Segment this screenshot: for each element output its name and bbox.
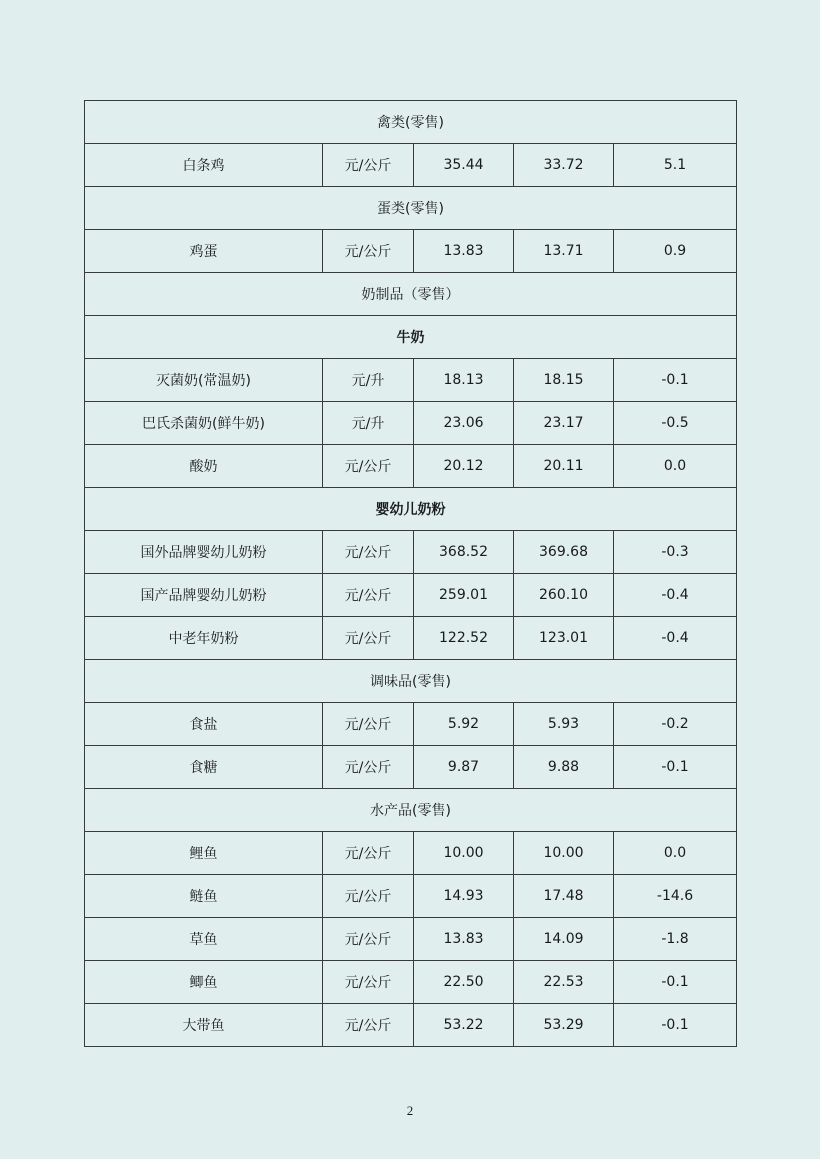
current-price-cell: 13.83 (414, 918, 514, 961)
current-price-cell: 53.22 (414, 1004, 514, 1047)
item-name-cell: 巴氏杀菌奶(鲜牛奶) (85, 402, 323, 445)
change-percent-cell: -0.1 (614, 1004, 737, 1047)
item-name-cell: 中老年奶粉 (85, 617, 323, 660)
section-header: 调味品(零售) (85, 660, 737, 703)
table-row (85, 918, 737, 961)
current-price-cell: 9.87 (414, 746, 514, 789)
current-price-cell: 23.06 (414, 402, 514, 445)
change-percent-cell: -0.1 (614, 961, 737, 1004)
unit-cell: 元/公斤 (323, 144, 414, 187)
change-percent-cell: -0.2 (614, 703, 737, 746)
previous-price-cell: 369.68 (514, 531, 614, 574)
change-percent-cell: -0.5 (614, 402, 737, 445)
change-percent-cell: -14.6 (614, 875, 737, 918)
item-name-cell: 大带鱼 (85, 1004, 323, 1047)
section-header-row (85, 187, 737, 230)
table-row (85, 832, 737, 875)
unit-cell: 元/公斤 (323, 531, 414, 574)
unit-cell: 元/公斤 (323, 746, 414, 789)
previous-price-cell: 5.93 (514, 703, 614, 746)
table-row (85, 402, 737, 445)
section-header: 牛奶 (85, 316, 737, 359)
current-price-cell: 14.93 (414, 875, 514, 918)
item-name-cell: 食盐 (85, 703, 323, 746)
section-header: 婴幼儿奶粉 (85, 488, 737, 531)
unit-cell: 元/公斤 (323, 617, 414, 660)
table-row (85, 230, 737, 273)
current-price-cell: 122.52 (414, 617, 514, 660)
item-name-cell: 鲢鱼 (85, 875, 323, 918)
current-price-cell: 13.83 (414, 230, 514, 273)
previous-price-cell: 23.17 (514, 402, 614, 445)
unit-cell: 元/公斤 (323, 1004, 414, 1047)
item-name-cell: 灭菌奶(常温奶) (85, 359, 323, 402)
current-price-cell: 5.92 (414, 703, 514, 746)
section-header-row (85, 316, 737, 359)
change-percent-cell: 0.0 (614, 832, 737, 875)
unit-cell: 元/升 (323, 402, 414, 445)
section-header: 奶制品（零售） (85, 273, 737, 316)
current-price-cell: 18.13 (414, 359, 514, 402)
change-percent-cell: 0.0 (614, 445, 737, 488)
previous-price-cell: 17.48 (514, 875, 614, 918)
unit-cell: 元/公斤 (323, 703, 414, 746)
item-name-cell: 国外品牌婴幼儿奶粉 (85, 531, 323, 574)
table-row (85, 574, 737, 617)
previous-price-cell: 33.72 (514, 144, 614, 187)
table-row (85, 961, 737, 1004)
item-name-cell: 草鱼 (85, 918, 323, 961)
change-percent-cell: 0.9 (614, 230, 737, 273)
previous-price-cell: 22.53 (514, 961, 614, 1004)
unit-cell: 元/公斤 (323, 832, 414, 875)
page-number: 2 (406, 1103, 414, 1118)
change-percent-cell: -0.1 (614, 746, 737, 789)
section-header-row (85, 660, 737, 703)
table-row (85, 703, 737, 746)
current-price-cell: 20.12 (414, 445, 514, 488)
previous-price-cell: 18.15 (514, 359, 614, 402)
unit-cell: 元/公斤 (323, 918, 414, 961)
table-row (85, 531, 737, 574)
section-header-row (85, 101, 737, 144)
unit-cell: 元/公斤 (323, 961, 414, 1004)
previous-price-cell: 20.11 (514, 445, 614, 488)
previous-price-cell: 14.09 (514, 918, 614, 961)
previous-price-cell: 10.00 (514, 832, 614, 875)
change-percent-cell: 5.1 (614, 144, 737, 187)
unit-cell: 元/升 (323, 359, 414, 402)
section-header-row (85, 789, 737, 832)
section-header: 蛋类(零售) (85, 187, 737, 230)
previous-price-cell: 260.10 (514, 574, 614, 617)
table-row (85, 875, 737, 918)
section-header: 禽类(零售) (85, 101, 737, 144)
unit-cell: 元/公斤 (323, 445, 414, 488)
current-price-cell: 368.52 (414, 531, 514, 574)
table-row (85, 1004, 737, 1047)
current-price-cell: 259.01 (414, 574, 514, 617)
section-header: 水产品(零售) (85, 789, 737, 832)
previous-price-cell: 53.29 (514, 1004, 614, 1047)
item-name-cell: 鸡蛋 (85, 230, 323, 273)
change-percent-cell: -0.3 (614, 531, 737, 574)
current-price-cell: 35.44 (414, 144, 514, 187)
item-name-cell: 酸奶 (85, 445, 323, 488)
unit-cell: 元/公斤 (323, 875, 414, 918)
table-row (85, 617, 737, 660)
change-percent-cell: -0.1 (614, 359, 737, 402)
item-name-cell: 国产品牌婴幼儿奶粉 (85, 574, 323, 617)
item-name-cell: 鲫鱼 (85, 961, 323, 1004)
table-row (85, 445, 737, 488)
previous-price-cell: 123.01 (514, 617, 614, 660)
current-price-cell: 22.50 (414, 961, 514, 1004)
current-price-cell: 10.00 (414, 832, 514, 875)
section-header-row (85, 488, 737, 531)
change-percent-cell: -1.8 (614, 918, 737, 961)
unit-cell: 元/公斤 (323, 574, 414, 617)
table-row (85, 746, 737, 789)
table-row (85, 144, 737, 187)
table-row (85, 359, 737, 402)
item-name-cell: 鲤鱼 (85, 832, 323, 875)
price-table-body (85, 101, 737, 1047)
unit-cell: 元/公斤 (323, 230, 414, 273)
section-header-row (85, 273, 737, 316)
item-name-cell: 白条鸡 (85, 144, 323, 187)
price-table (84, 100, 737, 1047)
previous-price-cell: 13.71 (514, 230, 614, 273)
previous-price-cell: 9.88 (514, 746, 614, 789)
item-name-cell: 食糖 (85, 746, 323, 789)
change-percent-cell: -0.4 (614, 617, 737, 660)
change-percent-cell: -0.4 (614, 574, 737, 617)
